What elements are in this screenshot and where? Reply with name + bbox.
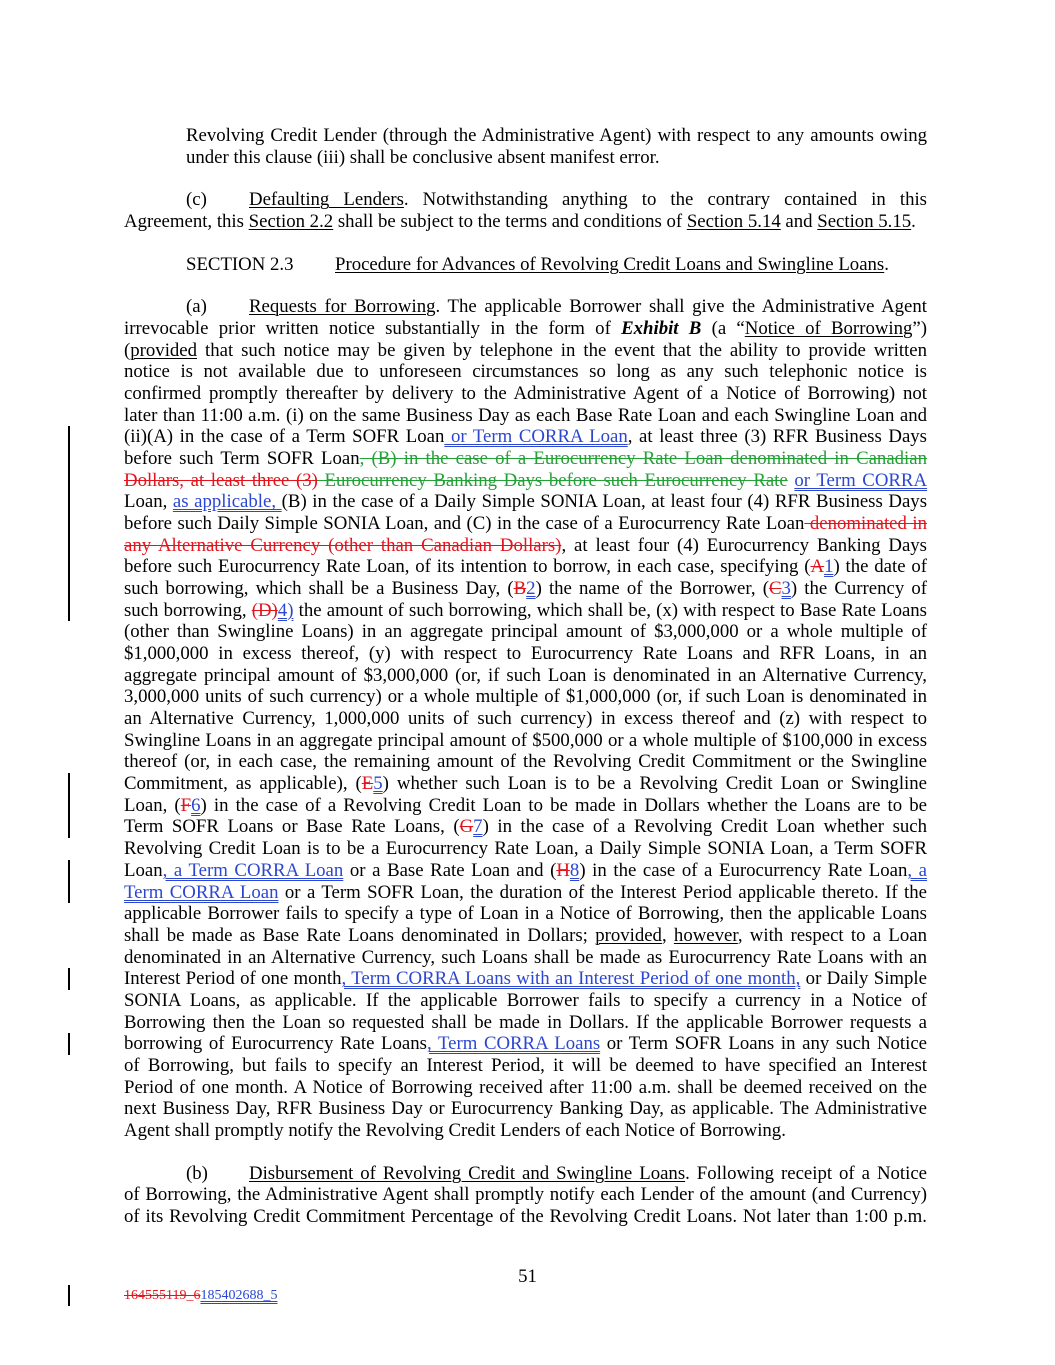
text-line — [124, 816, 927, 838]
text-run: ) in the case of a Revolving Credit Loan whether such — [482, 816, 927, 838]
inserted-text: 2 — [526, 578, 536, 600]
text-line — [124, 621, 927, 643]
change-bar — [68, 600, 70, 622]
text-line — [124, 513, 927, 535]
inserted-text: or Term CORRA Loan — [444, 426, 628, 448]
text-run: . — [911, 211, 916, 233]
underlined-text: provided — [595, 924, 662, 946]
text-run: (a “ — [701, 318, 745, 340]
text-run: of its Revolving Credit Commitment Percentage of the Revolving Credit Loans. Not later than 1:00 p.m. — [124, 1205, 927, 1227]
text-run: Revolving Credit Loan is to be a Eurocurrency Rate Loan, a Daily Simple SONIA Loan, a Term SOFR — [124, 838, 927, 860]
deleted-text: denominated in — [804, 513, 927, 535]
inserted-text: , Term CORRA Loans — [426, 1033, 601, 1055]
text-run: borrowing of Eurocurrency Rate Loans — [124, 1033, 427, 1055]
change-bar — [68, 491, 70, 513]
text-line — [124, 1012, 927, 1034]
deleted-text: 164555119_6 — [124, 1288, 201, 1303]
text-run: later than 11:00 a.m. (i) on the same Business Day as each Base Rate Loan and each Swingline Loan and — [124, 404, 927, 426]
inserted-text: 7 — [473, 816, 483, 838]
text-line — [124, 925, 927, 947]
text-run: . Following receipt of a Notice — [685, 1162, 928, 1184]
inserted-text: 5 — [373, 773, 383, 795]
text-run: Swingline Loans in an aggregate principal amount of $500,000 or a whole multiple of $100,000 in excess — [124, 729, 927, 751]
underlined-text: however — [673, 924, 738, 946]
text-line — [124, 708, 927, 730]
change-bar — [68, 795, 70, 817]
text-run: Term SOFR Loans or Base Rate Loans, ( — [124, 816, 460, 838]
text-run: ) whether such Loan is to be a Revolving Credit Loan or Swingline — [382, 773, 927, 795]
text-run: , at least three (3) RFR Business Days — [627, 426, 927, 448]
text-line — [124, 643, 927, 665]
inserted-text: or Term CORRA — [794, 469, 928, 491]
text-run: $1,000,000 in excess thereof, (y) with respect to Eurocurrency Rate Loans and RFR Loans, in an — [124, 643, 927, 665]
deleted-text: F — [180, 794, 192, 816]
text-line — [124, 556, 927, 578]
text-run: notice is not available due to unforeseen circumstances so long as any such telephonic notice is — [124, 361, 927, 383]
text-line — [124, 491, 927, 513]
inserted-text: , a — [907, 859, 928, 881]
text-run: , at least four (4) Eurocurrency Banking Days — [561, 534, 927, 556]
text-line — [124, 1120, 927, 1142]
inserted-text: , a Term CORRA Loan — [162, 859, 344, 881]
text-line — [124, 383, 927, 405]
text-line — [124, 686, 927, 708]
text-run: Loan — [124, 859, 163, 881]
underlined-text: Defaulting Lenders — [249, 189, 404, 211]
text-line — [124, 1163, 927, 1185]
inserted-text: as applicable, — [172, 491, 282, 513]
change-bar — [68, 535, 70, 557]
text-line — [124, 600, 927, 622]
text-line — [124, 882, 927, 904]
text-line — [124, 254, 927, 276]
underlined-text: Requests for Borrowing — [249, 296, 436, 318]
text-line — [124, 1077, 927, 1099]
change-bar — [68, 773, 70, 795]
text-run: 3,000,000 units of such currency) or a whole multiple of $1,000,000 (or, if such Loan is denominated in — [124, 686, 927, 708]
text-line — [124, 903, 927, 925]
underlined-text: Section 5.15 — [817, 211, 912, 233]
text-line — [124, 1033, 927, 1055]
text-run: denominated in an Alternative Currency, such Loans shall be made as Eurocurrency Rate Loans with an — [124, 946, 927, 968]
text-run: . Notwithstanding anything to the contrary contained in this — [403, 189, 927, 211]
text-run: applicable Borrower fails to specify a type of Loan in a Notice of Borrowing, then the applicable Loans — [124, 903, 927, 925]
section-number: SECTION 2.3 — [186, 253, 294, 275]
change-bar — [68, 556, 70, 578]
clause-label: (b) — [186, 1162, 208, 1184]
document-id — [124, 1288, 277, 1304]
inserted-text: 1 — [824, 556, 834, 578]
change-bar — [68, 882, 70, 904]
underlined-text: Notice of Borrowing — [744, 318, 913, 340]
text-run: such borrowing, which shall be a Business Day, ( — [124, 578, 514, 600]
text-line — [124, 1184, 927, 1206]
text-run: SONIA Loans, as applicable. If the applicable Borrower fails to specify a currency in a Notice of — [124, 989, 927, 1011]
text-run: Agreement, this — [124, 211, 249, 233]
deleted-text: H — [556, 859, 570, 881]
text-run: , with respect to a Loan — [737, 924, 928, 946]
text-line — [124, 318, 927, 340]
text-run: shall be subject to the terms and conditions of — [333, 211, 687, 233]
text-run: (other than Swingline Loans) in an aggregate principal amount of $3,000,000 or a whole multiple of — [124, 621, 927, 643]
text-run: before such Eurocurrency Rate Loan, of its intention to borrow, in each case, specifying ( — [124, 556, 811, 578]
text-run: irrevocable prior written notice substantially in the form of — [124, 318, 622, 340]
text-line — [124, 189, 927, 211]
text-run: Loan, ( — [124, 794, 181, 816]
text-line — [124, 795, 927, 817]
bold-italic-text: Exhibit B — [621, 318, 702, 340]
section-heading — [124, 254, 927, 276]
change-bar — [68, 860, 70, 882]
text-run: an Alternative Currency, 1,000,000 units of such currency) in excess thereof and (z) with respect to — [124, 708, 927, 730]
text-line — [124, 125, 927, 147]
text-run: that such notice may be given by telephone in the event that the ability to provide written — [197, 339, 927, 361]
text-line — [124, 730, 927, 752]
change-bar — [68, 448, 70, 470]
moved-text: , (B) in the case of a Eurocurrency Rate Loan denominated in Canadian — [359, 448, 927, 470]
text-run: . The applicable Borrower shall give the Administrative Agent — [435, 296, 927, 318]
text-line — [124, 405, 927, 427]
text-run: ) the name of the Borrower, ( — [535, 578, 769, 600]
text-run: Period of one month. A Notice of Borrowing received after 11:00 a.m. shall be deemed received on the — [124, 1076, 927, 1098]
text-run: before such Daily Simple SONIA Loan, and (C) in the case of a Eurocurrency Rate Loan — [124, 513, 805, 535]
underlined-text: Procedure for Advances of Revolving Credit Loans and Swingline Loans — [335, 253, 885, 275]
clause-label: (a) — [186, 296, 207, 318]
deleted-text: G — [459, 816, 474, 838]
change-bar — [68, 968, 70, 990]
text-line — [124, 990, 927, 1012]
text-run: Loan, — [124, 491, 173, 513]
text-run: such borrowing, — [124, 599, 252, 621]
deleted-text: B — [513, 578, 527, 600]
inserted-text: 3 — [781, 578, 791, 600]
text-run: (B) in the case of a Daily Simple SONIA Loan, at least four (4) RFR Business Days — [281, 491, 928, 513]
text-run: or a Base Rate Loan and ( — [343, 859, 557, 881]
inserted-text: , Term CORRA Loans with an Interest Period of one month, — [341, 968, 801, 990]
text-run: Commitment, as applicable), ( — [124, 773, 362, 795]
text-run: thereof (or, in each case, the remaining amount of the Revolving Credit Commitment or the Swingline — [124, 751, 927, 773]
moved-text: Eurocurrency Banking Days before such Eurocurrency Rate — [317, 469, 788, 491]
text-run: under this clause (iii) shall be conclusive absent manifest error. — [186, 146, 660, 168]
text-run: or Daily Simple — [800, 968, 927, 990]
text-line — [124, 1206, 927, 1228]
paragraph — [124, 189, 927, 232]
change-bar — [68, 1285, 70, 1306]
inserted-text: 185402688_5 — [200, 1288, 278, 1303]
text-run: Interest Period of one month — [124, 968, 342, 990]
text-line — [124, 535, 927, 557]
text-line — [124, 773, 927, 795]
text-line — [124, 751, 927, 773]
inserted-text: Term CORRA Loan — [124, 881, 279, 903]
text-run: Revolving Credit Lender (through the Administrative Agent) with respect to any amounts owing — [186, 125, 927, 146]
text-run: ) in the case of a Revolving Credit Loan to be made in Dollars whether the Loans are to be — [200, 794, 927, 816]
text-line — [124, 1055, 927, 1077]
deleted-text: E — [361, 773, 374, 795]
paragraph — [124, 125, 927, 168]
text-line — [124, 361, 927, 383]
change-bar — [68, 578, 70, 600]
change-bar — [68, 816, 70, 838]
text-run: Agent shall promptly notify the Revolving Credit Lenders of each Notice of Borrowing. — [124, 1119, 786, 1141]
underlined-text: Disbursement of Revolving Credit and Swingline Loans — [249, 1162, 686, 1184]
text-run: ) the Currency of — [790, 578, 927, 600]
underlined-text: Section 2.2 — [248, 211, 334, 233]
inserted-text: 8 — [569, 859, 580, 881]
text-run: or Term SOFR Loans in any such Notice — [600, 1033, 928, 1055]
text-run: or a Term SOFR Loan, the duration of the Interest Period applicable thereto. If the — [278, 881, 927, 903]
text-line — [124, 147, 927, 169]
text-run: Borrowing then the Loan so requested shall be made in Dollars. If the applicable Borrower requests a — [124, 1011, 927, 1033]
text-line — [124, 1098, 927, 1120]
text-line — [124, 578, 927, 600]
text-run: ) in the case of a Eurocurrency Rate Loan — [579, 859, 908, 881]
underlined-text: provided — [130, 339, 198, 361]
text-line — [124, 211, 927, 233]
text-line — [124, 426, 927, 448]
text-line — [124, 665, 927, 687]
text-run: . — [884, 253, 889, 275]
deleted-text: A — [810, 556, 825, 578]
deleted-text: Dollars, at least three (3) — [124, 469, 318, 491]
text-run: shall be made as Base Rate Loans denominated in Dollars; — [124, 924, 596, 946]
page-number: 51 — [518, 1266, 537, 1287]
text-run: aggregate principal amount of $3,000,000 (or, if such Loan is denominated in an Alternative Currency, — [124, 664, 927, 686]
change-bar — [68, 470, 70, 492]
inserted-text: 4) — [277, 599, 294, 621]
text-run: and — [780, 211, 818, 233]
text-line — [124, 947, 927, 969]
text-line — [124, 968, 927, 990]
text-run: ”) — [912, 318, 927, 340]
text-line — [124, 448, 927, 470]
deleted-text: (D) — [251, 599, 278, 621]
text-line — [124, 470, 927, 492]
change-bar — [68, 513, 70, 535]
deleted-text: any Alternative Currency (other than Canadian Dollars) — [124, 534, 562, 556]
text-run: (ii)(A) in the case of a Term SOFR Loan — [124, 426, 445, 448]
inserted-text: 6 — [191, 794, 201, 816]
change-bar — [68, 1033, 70, 1055]
paragraph — [124, 296, 927, 1141]
change-bar — [68, 426, 70, 448]
clause-label: (c) — [186, 189, 207, 211]
underlined-text: Section 5.14 — [686, 211, 781, 233]
text-run: of Borrowing, but fails to specify an Interest Period, it will be deemed to have specified an Interest — [124, 1054, 927, 1076]
text-run: of Borrowing, the Administrative Agent shall promptly notify each Lender of the amount (and Currency) — [124, 1184, 927, 1206]
text-run: before such Term SOFR Loan — [124, 448, 360, 470]
paragraph — [124, 1163, 927, 1228]
text-run: , — [661, 924, 674, 946]
text-line — [124, 860, 927, 882]
text-run: ( — [124, 339, 131, 361]
text-line — [124, 340, 927, 362]
document-body — [124, 125, 927, 1228]
deleted-text: C — [768, 578, 782, 600]
text-run: confirmed promptly thereafter by delivery to the Administrative Agent of a Notice of Borrowing) not — [124, 383, 927, 405]
text-run: next Business Day, RFR Business Day or Eurocurrency Banking Day, as applicable. The Administrative — [124, 1098, 927, 1120]
text-run: ) the date of — [833, 556, 927, 578]
text-line — [124, 296, 927, 318]
text-line — [124, 838, 927, 860]
text-run: the amount of such borrowing, which shall be, (x) with respect to Base Rate Loans — [293, 599, 927, 621]
